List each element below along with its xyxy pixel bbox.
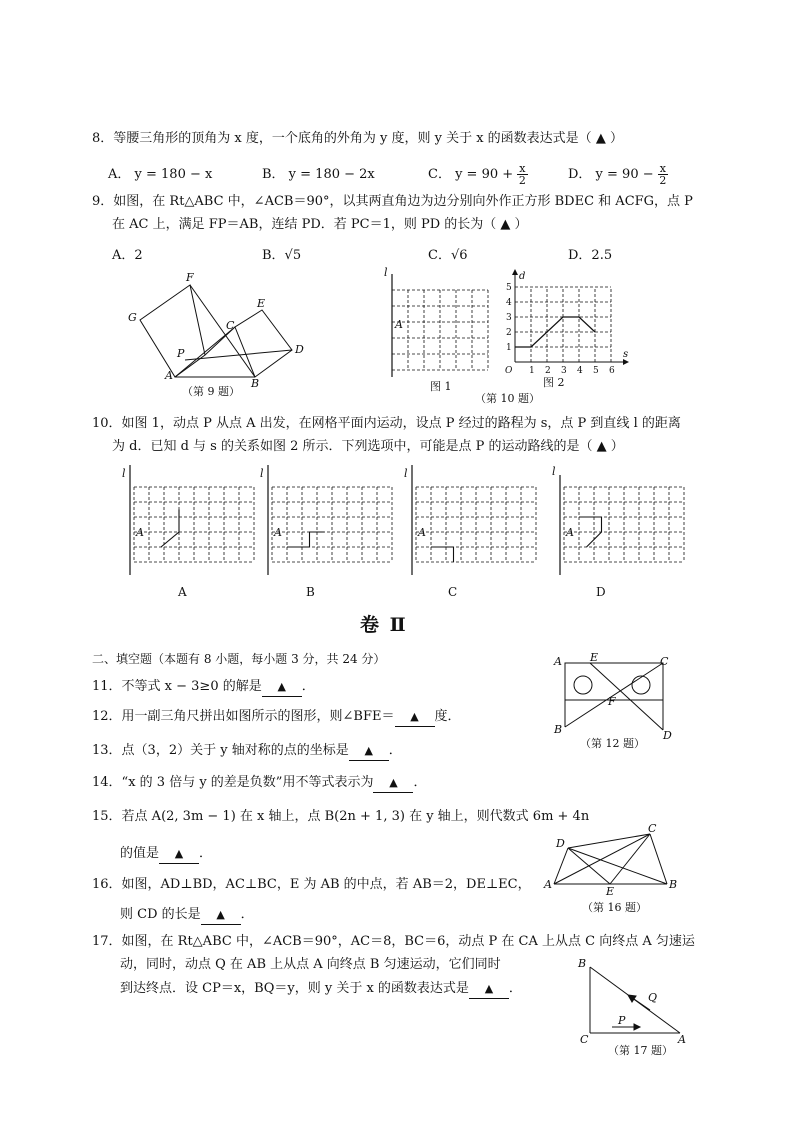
label-e: E	[590, 651, 599, 664]
label-d: D	[663, 729, 672, 742]
label-a: A	[566, 526, 574, 539]
caption-16: （第 16 题）	[582, 901, 647, 914]
q10-line1: 10．如图 1，动点 P 从点 A 出发，在网格平面内运动，设点 P 经过的路程为 s，点 P 到直线 l 的距离	[92, 416, 681, 431]
label-l: l	[260, 467, 264, 480]
caption-10: （第 10 题）	[475, 392, 540, 405]
q16-line2: 则 CD 的长是 ▲ ．	[120, 906, 254, 925]
label-a: A	[554, 655, 562, 668]
q13: 13．点（3，2）关于 y 轴对称的点的坐标是 ▲ ．	[92, 742, 402, 761]
y-tick-label: 3	[506, 313, 512, 323]
fraction: $\frac{x}{2}$	[518, 162, 526, 187]
grid-label-a: A	[178, 585, 187, 599]
label-a: A	[544, 878, 552, 891]
label-d: D	[556, 837, 565, 850]
q8-option-b: B． y = 180 − 2x	[262, 167, 375, 182]
q9-option-a: A．2	[112, 248, 143, 263]
figure-17	[572, 955, 702, 1060]
label-b: B	[578, 957, 587, 970]
q9-line1: 9．如图，在 Rt△ABC 中，∠ACB＝90°，以其两直角边为边分别向外作正方形 BDEC 和 ACFG，点 P	[92, 194, 693, 209]
figure-12	[550, 651, 690, 755]
q15-line1: 15．若点 A(2, 3m − 1) 在 x 轴上，点 B(2n + 1, 3) 在 y 轴上，则代数式 6m + 4n	[92, 809, 590, 824]
q11: 11．不等式 x − 3≥0 的解是 ▲ ．	[92, 678, 315, 697]
x-tick-label: 5	[593, 366, 599, 376]
y-tick-label: 1	[506, 343, 512, 353]
q9-option-d: D．2.5	[568, 248, 613, 263]
fig10-chart	[505, 269, 629, 389]
label-c: C	[660, 655, 669, 668]
label-f: F	[186, 271, 194, 284]
path-route	[431, 547, 454, 562]
label-e: E	[257, 297, 266, 310]
q9-line2: 在 AC 上，满足 FP＝AB，连结 PD．若 PC＝1，则 PD 的长为（ ▲ ）	[112, 217, 528, 232]
q10-option-grids	[120, 465, 680, 605]
fig10-grid1	[384, 266, 488, 393]
caption-17: （第 17 题）	[608, 1044, 673, 1057]
q15-line2: 的值是 ▲ ．	[120, 845, 212, 864]
q8-text: 8．等腰三角形的顶角为 x 度，一个底角的外角为 y 度，则 y 关于 x 的函数表达式是（ ▲ ）	[92, 131, 623, 146]
y-tick-label: 4	[506, 298, 512, 308]
caption-12: （第 12 题）	[580, 737, 645, 750]
section-title: 卷 Ⅱ	[360, 614, 408, 636]
q17-line1: 17．如图，在 Rt△ABC 中，∠ACB＝90°，AC＝8，BC＝6，动点 P 在 CA 上从点 C 向终点 A 匀速运	[92, 934, 695, 949]
y-tick-label: 2	[506, 328, 512, 338]
grid-label-b: B	[306, 585, 315, 599]
section-heading: 二、填空题（本题有 8 小题，每小题 3 分，共 24 分）	[92, 652, 386, 666]
figure-10	[380, 262, 629, 407]
q9-option-b: B．√5	[262, 248, 302, 263]
grid-label-d: D	[596, 585, 606, 599]
q9-option-c: C．√6	[428, 248, 468, 263]
label-b: B	[669, 878, 678, 891]
x-axis-label: s	[623, 349, 629, 360]
label-q: Q	[648, 991, 658, 1004]
q16-line1: 16．如图，AD⊥BD，AC⊥BC，E 为 AB 的中点，若 AB＝2，DE⊥EC，	[92, 877, 531, 892]
label-a: A	[274, 526, 282, 539]
label-l: l	[122, 467, 126, 480]
fig2-label: 图 2	[543, 376, 565, 389]
label-c: C	[226, 319, 235, 332]
label-d: D	[295, 343, 304, 356]
label-c: C	[580, 1033, 589, 1046]
q10-line2: 为 d．已知 d 与 s 的关系如图 2 所示．下列选项中，可能是点 P 的运动路线的是（ ▲ ）	[112, 439, 624, 454]
label-l: l	[404, 467, 408, 480]
q12: 12．用一副三角尺拼出如图所示的图形，则∠BFE＝ ▲ 度．	[92, 708, 461, 727]
label-b: B	[554, 723, 563, 736]
label-a: A	[678, 1033, 686, 1046]
caption-9: （第 9 题）	[182, 385, 240, 398]
label-f: F	[608, 695, 616, 708]
q17-line3: 到达终点．设 CP＝x，BQ＝y，则 y 关于 x 的函数表达式是 ▲ ．	[120, 980, 522, 999]
label-a: A	[136, 526, 144, 539]
figure-9	[120, 265, 310, 400]
x-tick-label: 1	[529, 366, 535, 376]
label-p: P	[177, 347, 185, 360]
q8-option-d: D． y = 90 − $\frac{x}{2}$	[568, 162, 667, 187]
label-l: l	[384, 266, 388, 279]
q8-option-c: C． y = 90 + $\frac{x}{2}$	[428, 162, 526, 187]
q8-option-a: A． y = 180 − x	[108, 167, 213, 182]
label-e: E	[606, 885, 615, 898]
y-axis-arrow	[512, 269, 518, 275]
y-axis-label: d	[519, 271, 526, 282]
label-g: G	[128, 311, 137, 324]
label-p: P	[618, 1014, 626, 1027]
q14: 14．“x 的 3 倍与 y 的差是负数”用不等式表示为 ▲ ．	[92, 774, 426, 793]
x-tick-label: 6	[609, 366, 615, 376]
fraction: $\frac{x}{2}$	[659, 162, 667, 187]
q17-line2: 动，同时，动点 Q 在 AB 上从点 A 向终点 B 匀速运动，它们同时	[120, 957, 501, 972]
y-tick-label: 5	[506, 283, 512, 293]
path-route	[287, 532, 325, 547]
label-a: A	[165, 369, 173, 382]
label-a: A	[418, 526, 426, 539]
label-b: B	[251, 377, 260, 390]
figure-16	[542, 822, 692, 917]
fig1-label: 图 1	[430, 380, 452, 393]
x-tick-label: 4	[577, 366, 583, 376]
label-l: l	[552, 465, 556, 478]
label-c: C	[648, 822, 657, 835]
x-tick-label: 2	[545, 366, 551, 376]
origin-label: O	[505, 366, 513, 376]
grid-label-c: C	[448, 585, 458, 599]
x-tick-label: 3	[561, 366, 567, 376]
label-a: A	[395, 318, 403, 331]
